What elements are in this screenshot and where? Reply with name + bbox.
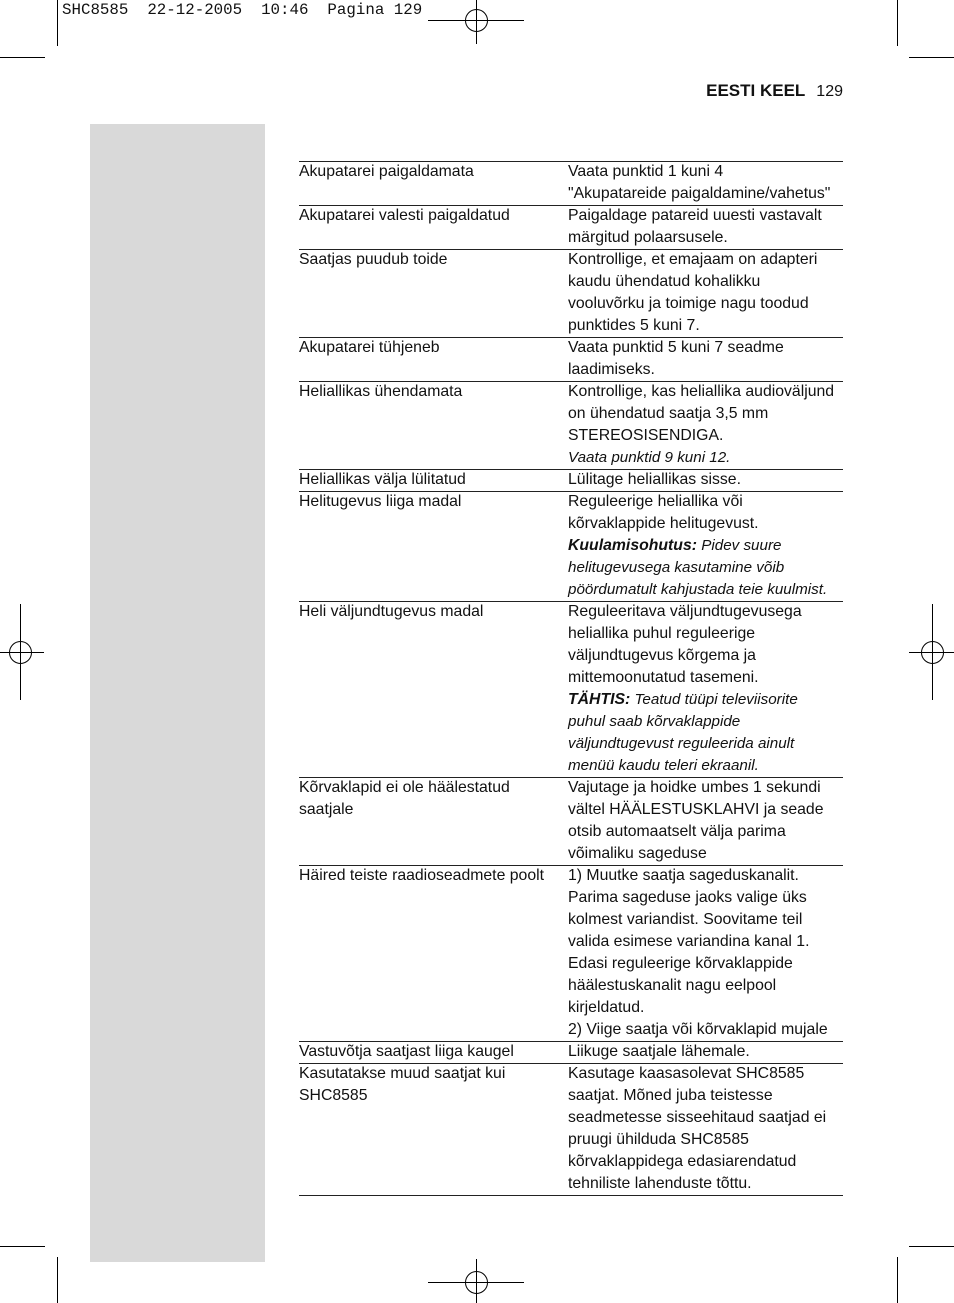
problem-line: Saatjas puudub toide [299, 251, 448, 268]
note-text: Vaata punktid 9 kuni 12. [568, 449, 731, 466]
solution-line: laadimiseks. [568, 361, 655, 378]
solution-line: Kontrollige, kas heliallika audioväljund [568, 383, 835, 400]
solution-line: vältel HÄÄLESTUSKLAHVI ja seade [568, 801, 824, 818]
solution-cell [568, 162, 843, 206]
solution-cell [568, 470, 843, 492]
problem-cell [299, 338, 568, 382]
note-text: menüü kaudu teleri ekraanil. [568, 757, 759, 774]
solution-line: Vaata punktid 5 kuni 7 seadme [568, 339, 784, 356]
problem-line: Heli väljundtugevus madal [299, 603, 484, 620]
table-row [299, 162, 843, 206]
solution-line: kirjeldatud. [568, 999, 645, 1016]
problem-cell [299, 162, 568, 206]
note-text: Teatud tüüpi televiisorite [634, 691, 798, 708]
solution-line: Liikuge saatjale lähemale. [568, 1043, 750, 1060]
solution-line: Reguleerige heliallika või [568, 493, 743, 510]
note-line [568, 557, 843, 579]
crop-mark-bottom-right [898, 1247, 954, 1303]
solution-line: märgitud polaarsusele. [568, 229, 728, 246]
table-row [299, 1064, 843, 1196]
problem-cell [299, 492, 568, 602]
troubleshooting-table [299, 161, 843, 1196]
solution-line: pruugi ühilduda SHC8585 [568, 1131, 749, 1148]
crop-mark-top-left [0, 0, 58, 58]
table-row [299, 778, 843, 866]
solution-line: Lülitage heliallikas sisse. [568, 471, 741, 488]
solution-line: on ühendatud saatja 3,5 mm [568, 405, 769, 422]
solution-cell [568, 778, 843, 866]
solution-line: Parima sageduse jaoks valige üks [568, 889, 807, 906]
problem-cell [299, 1042, 568, 1064]
problem-line: SHC8585 [299, 1087, 368, 1104]
gray-sidebar [90, 124, 265, 1262]
problem-line: Akupatarei paigaldamata [299, 163, 474, 180]
problem-cell [299, 470, 568, 492]
note-label: TÄHTIS: [568, 691, 631, 708]
registration-mark-right [909, 604, 954, 700]
crop-mark-top-right [898, 0, 954, 58]
note-line [568, 535, 843, 557]
problem-line: Heliallikas ühendamata [299, 383, 463, 400]
solution-line: Edasi reguleerige kõrvaklappide [568, 955, 793, 972]
problem-cell [299, 866, 568, 1042]
solution-cell [568, 338, 843, 382]
problem-line: Vastuvõtja saatjast liiga kaugel [299, 1043, 514, 1060]
note-text: pöördumatult kahjustada teie kuulmist. [568, 581, 828, 598]
solution-line: Kasutage kaasasolevat SHC8585 [568, 1065, 805, 1082]
problem-cell [299, 250, 568, 338]
page-number: 129 [816, 83, 843, 100]
note-text: väljundtugevust reguleerida ainult [568, 735, 795, 752]
solution-line: tehniliste lahenduste tõttu. [568, 1175, 752, 1192]
note-line [568, 733, 843, 755]
solution-line: kõrvaklappide helitugevust. [568, 515, 759, 532]
note-text: helitugevusega kasutamine võib [568, 559, 785, 576]
note-line [568, 755, 843, 777]
solution-line: vooluvõrku ja toimige nagu toodud [568, 295, 809, 312]
solution-cell [568, 492, 843, 602]
note-text: puhul saab kõrvaklappide [568, 713, 741, 730]
problem-cell [299, 1064, 568, 1196]
note-text: Pidev suure [701, 537, 782, 554]
table-row [299, 206, 843, 250]
note-line [568, 447, 843, 469]
problem-line: saatjale [299, 801, 354, 818]
solution-cell [568, 866, 843, 1042]
registration-mark-bottom [428, 1259, 524, 1303]
solution-line: Vaata punktid 1 kuni 4 [568, 163, 724, 180]
note-label: Kuulamisohutus: [568, 537, 698, 554]
solution-line: Paigaldage patareid uuesti vastavalt [568, 207, 822, 224]
solution-line: mittemoonutatud tasemeni. [568, 669, 759, 686]
table-row [299, 470, 843, 492]
solution-cell [568, 1042, 843, 1064]
solution-line: kolmest variandist. Soovitame teil [568, 911, 803, 928]
solution-line: STEREOSISENDIGA. [568, 427, 724, 444]
solution-cell [568, 206, 843, 250]
problem-cell [299, 382, 568, 470]
problem-line: Akupatarei valesti paigaldatud [299, 207, 510, 224]
solution-cell [568, 382, 843, 470]
solution-line: Reguleeritava väljundtugevusega [568, 603, 802, 620]
solution-line: otsib automaatselt välja parima [568, 823, 786, 840]
problem-cell [299, 602, 568, 778]
solution-line: Vajutage ja hoidke umbes 1 sekundi [568, 779, 821, 796]
solution-line: valida esimese variandina kanal 1. [568, 933, 810, 950]
problem-cell [299, 206, 568, 250]
table-row [299, 602, 843, 778]
problem-line: Akupatarei tühjeneb [299, 339, 440, 356]
solution-line: heliallika puhul reguleerige [568, 625, 756, 642]
solution-line: kaudu ühendatud kohalikku [568, 273, 761, 290]
note-line [568, 579, 843, 601]
table-row [299, 382, 843, 470]
solution-line: häälestuskanalit nagu eelpool [568, 977, 777, 994]
solution-line: seadmetesse sisseehitaud saatjad ei [568, 1109, 827, 1126]
print-slug: SHC8585 22-12-2005 10:46 Pagina 129 [62, 1, 423, 19]
table-row [299, 338, 843, 382]
note-line [568, 689, 843, 711]
solution-cell [568, 250, 843, 338]
table-row [299, 250, 843, 338]
registration-mark-left [0, 604, 44, 700]
problem-line: Kasutatakse muud saatjat kui [299, 1065, 506, 1082]
table-row [299, 492, 843, 602]
problem-line: Kõrvaklapid ei ole häälestatud [299, 779, 510, 796]
solution-line: saatjat. Mõned juba teistesse [568, 1087, 773, 1104]
solution-line: väljundtugevus kõrgema ja [568, 647, 756, 664]
running-head [706, 80, 843, 103]
solution-line: "Akupatareide paigaldamine/vahetus" [568, 185, 831, 202]
solution-cell [568, 602, 843, 778]
solution-line: 1) Muutke saatja sageduskanalit. [568, 867, 799, 884]
solution-line: 2) Viige saatja või kõrvaklapid mujale [568, 1021, 828, 1038]
section-title: EESTI KEEL [706, 81, 806, 100]
problem-line: Heliallikas välja lülitatud [299, 471, 466, 488]
problem-line: Häired teiste raadioseadmete poolt [299, 867, 544, 884]
crop-mark-bottom-left [0, 1247, 58, 1303]
solution-line: võimaliku sageduse [568, 845, 707, 862]
table-row [299, 1042, 843, 1064]
note-line [568, 711, 843, 733]
problem-cell [299, 778, 568, 866]
table-row [299, 866, 843, 1042]
solution-line: punktides 5 kuni 7. [568, 317, 700, 334]
registration-mark-top [428, 0, 524, 44]
solution-line: Kontrollige, et emajaam on adapteri [568, 251, 818, 268]
problem-line: Helitugevus liiga madal [299, 493, 462, 510]
solution-cell [568, 1064, 843, 1196]
solution-line: kõrvaklappidega edasiarendatud [568, 1153, 797, 1170]
